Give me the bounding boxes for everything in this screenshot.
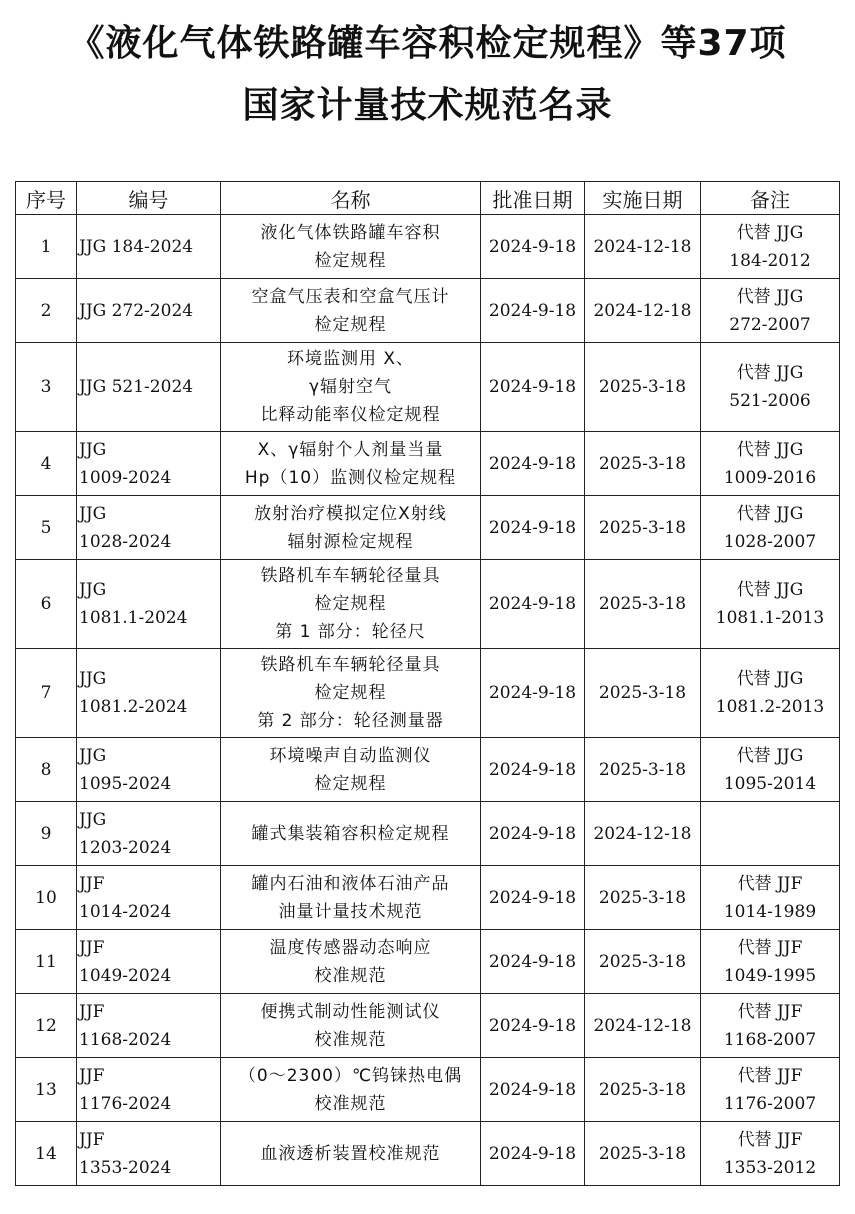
approval-date-cell: 2024-9-18: [481, 994, 585, 1058]
standard-code-cell-line: JJG 272-2024: [79, 300, 194, 321]
serial-number-cell: 11: [16, 930, 77, 994]
standard-code-cell: [77, 432, 221, 496]
standard-code-cell-line: 1353-2024: [79, 1157, 172, 1178]
serial-number-cell: 7: [16, 649, 77, 738]
document-title-line-1: 《液化气体铁路罐车容积检定规程》等37项: [68, 23, 787, 64]
standard-code-cell-line: 1081.1-2024: [79, 608, 188, 628]
remarks-cell: [701, 1122, 840, 1186]
table-row: [16, 343, 840, 432]
standard-code-cell: [77, 1122, 221, 1186]
approval-date-cell: 2024-9-18: [481, 432, 585, 496]
effective-date-cell: 2025-3-18: [585, 1122, 701, 1186]
serial-number-cell: 4: [16, 432, 77, 496]
effective-date-cell: 2025-3-18: [585, 1058, 701, 1122]
standard-name-cell: [221, 994, 481, 1058]
standard-name-cell-line: 血液透析装置校准规范: [260, 1143, 441, 1164]
standard-name-cell-line: 铁路机车车辆轮径量具: [260, 655, 441, 675]
standard-name-cell: [221, 649, 481, 738]
standard-name-cell-line: 校准规范: [314, 965, 387, 986]
serial-number-cell: 13: [16, 1058, 77, 1122]
approval-date-cell: 2024-9-18: [481, 343, 585, 432]
table-row: [16, 866, 840, 930]
standard-name-cell-line: 液化气体铁路罐车容积: [260, 222, 441, 243]
remarks-cell-line: 代替 JJG: [736, 580, 804, 600]
remarks-cell-line: 代替 JJF: [737, 1129, 803, 1150]
table-row: [16, 649, 840, 738]
remarks-cell: [701, 496, 840, 560]
table-row: [16, 432, 840, 496]
standard-code-cell-line: JJG 521-2024: [79, 377, 194, 397]
effective-date-cell: 2025-3-18: [585, 343, 701, 432]
standard-code-cell-line: JJG: [79, 439, 107, 460]
serial-number-cell: 14: [16, 1122, 77, 1186]
standard-name-cell-line: 罐式集装箱容积检定规程: [251, 823, 450, 844]
serial-number-cell: 12: [16, 994, 77, 1058]
remarks-cell-line: 272-2007: [729, 314, 811, 335]
table-row: [16, 930, 840, 994]
remarks-cell: [701, 649, 840, 738]
standard-code-cell-line: 1095-2024: [79, 773, 172, 794]
remarks-cell: [701, 215, 840, 279]
remarks-cell-line: 代替 JJG: [736, 286, 804, 307]
standard-code-cell-line: JJG: [79, 503, 107, 524]
standard-name-cell-line: 空盒气压表和空盒气压计: [251, 286, 450, 307]
standard-name-cell: [221, 866, 481, 930]
standard-name-cell: [221, 930, 481, 994]
serial-number-cell: 10: [16, 866, 77, 930]
remarks-cell: [701, 432, 840, 496]
standard-code-cell-line: JJF: [79, 1129, 105, 1150]
standard-name-cell: [221, 343, 481, 432]
remarks-cell: [701, 279, 840, 343]
table-body: [16, 215, 840, 1186]
standard-name-cell-line: 第 1 部分：轮径尺: [275, 622, 426, 642]
standard-name-cell-line: 检定规程: [314, 773, 387, 794]
remarks-cell-line: 代替 JJG: [736, 363, 804, 383]
remarks-cell-line: 代替 JJG: [736, 503, 804, 524]
table-row: [16, 802, 840, 866]
standard-code-cell-line: JJF: [79, 1001, 105, 1022]
remarks-cell-line: 1081.1-2013: [715, 608, 825, 628]
standard-name-cell-line: 放射治疗模拟定位X射线: [254, 503, 447, 524]
table-row: [16, 560, 840, 649]
effective-date-cell: 2025-3-18: [585, 432, 701, 496]
approval-date-cell: 2024-9-18: [481, 866, 585, 930]
standard-name-cell-line: 油量计量技术规范: [278, 901, 423, 922]
remarks-cell: [701, 994, 840, 1058]
remarks-cell-line: 1081.2-2013: [715, 697, 825, 717]
standard-code-cell: [77, 560, 221, 649]
standard-name-cell: [221, 738, 481, 802]
table-row: [16, 279, 840, 343]
standard-code-cell: [77, 866, 221, 930]
standard-code-cell-line: 1176-2024: [79, 1093, 172, 1114]
standard-name-cell: [221, 279, 481, 343]
remarks-cell-line: 1014-1989: [723, 901, 817, 922]
approval-date-cell: 2024-9-18: [481, 560, 585, 649]
standard-code-cell-line: JJF: [79, 1065, 105, 1086]
standard-code-cell-line: JJF: [79, 873, 105, 894]
standard-code-cell: [77, 738, 221, 802]
remarks-cell-line: 1176-2007: [723, 1093, 817, 1114]
standard-name-cell-line: X、γ辐射个人剂量当量: [257, 439, 444, 460]
table-row: [16, 1058, 840, 1122]
approval-date-cell: 2024-9-18: [481, 649, 585, 738]
header-serial-no: 序号: [16, 182, 77, 215]
standard-name-cell-line: （0～2300）℃钨铼热电偶: [238, 1065, 463, 1086]
remarks-cell: [701, 1058, 840, 1122]
approval-date-cell: 2024-9-18: [481, 1122, 585, 1186]
approval-date-cell: 2024-9-18: [481, 802, 585, 866]
header-effective-date: 实施日期: [585, 182, 701, 215]
approval-date-cell: 2024-9-18: [481, 1058, 585, 1122]
table-row: [16, 496, 840, 560]
standard-name-cell: [221, 560, 481, 649]
remarks-cell-line: 184-2012: [729, 250, 811, 271]
standard-code-cell-line: 1203-2024: [79, 837, 172, 858]
approval-date-cell: 2024-9-18: [481, 279, 585, 343]
remarks-cell: [701, 560, 840, 649]
standard-code-cell-line: JJF: [79, 937, 105, 958]
standard-name-cell-line: 检定规程: [314, 250, 387, 271]
standard-name-cell-line: 第 2 部分：轮径测量器: [257, 711, 444, 731]
header-code: 编号: [77, 182, 221, 215]
remarks-cell-line: 521-2006: [729, 391, 811, 411]
serial-number-cell: 9: [16, 802, 77, 866]
remarks-cell: [701, 738, 840, 802]
standard-code-cell: [77, 343, 221, 432]
remarks-cell-line: 1168-2007: [723, 1029, 817, 1050]
standard-name-cell-line: 检定规程: [314, 314, 387, 335]
effective-date-cell: 2025-3-18: [585, 496, 701, 560]
effective-date-cell: 2025-3-18: [585, 866, 701, 930]
effective-date-cell: 2024-12-18: [585, 802, 701, 866]
effective-date-cell: 2025-3-18: [585, 649, 701, 738]
serial-number-cell: 8: [16, 738, 77, 802]
standard-name-cell-line: 校准规范: [314, 1029, 387, 1050]
standard-name-cell-line: 环境噪声自动监测仪: [269, 745, 432, 766]
standard-code-cell-line: JJG: [79, 745, 107, 766]
serial-number-cell: 2: [16, 279, 77, 343]
standard-code-cell-line: JJG 184-2024: [79, 236, 194, 257]
remarks-cell-line: 代替 JJG: [736, 439, 804, 460]
serial-number-cell: 1: [16, 215, 77, 279]
remarks-cell: [701, 866, 840, 930]
standard-code-cell-line: 1014-2024: [79, 901, 172, 922]
effective-date-cell: 2025-3-18: [585, 930, 701, 994]
standards-table: [15, 181, 840, 1186]
remarks-cell-line: 1049-1995: [723, 965, 817, 986]
remarks-cell: [701, 343, 840, 432]
effective-date-cell: 2024-12-18: [585, 215, 701, 279]
standard-code-cell-line: 1168-2024: [79, 1029, 172, 1050]
remarks-cell: [701, 802, 840, 866]
remarks-cell-line: 代替 JJF: [737, 873, 803, 894]
standard-name-cell-line: 环境监测用 X、: [286, 349, 415, 369]
document-title-line-2: 国家计量技术规范名录: [242, 85, 613, 126]
effective-date-cell: 2024-12-18: [585, 994, 701, 1058]
standard-name-cell-line: 便携式制动性能测试仪: [260, 1001, 441, 1022]
standard-code-cell-line: 1028-2024: [79, 531, 172, 552]
standard-code-cell: [77, 215, 221, 279]
approval-date-cell: 2024-9-18: [481, 215, 585, 279]
standard-name-cell-line: 校准规范: [314, 1093, 387, 1114]
remarks-cell-line: 1095-2014: [723, 773, 817, 794]
remarks-cell-line: 代替 JJF: [737, 1001, 803, 1022]
effective-date-cell: 2025-3-18: [585, 738, 701, 802]
standard-code-cell: [77, 994, 221, 1058]
standard-code-cell: [77, 279, 221, 343]
standard-name-cell-line: 辐射源检定规程: [287, 531, 414, 552]
header-name: 名称: [221, 182, 481, 215]
standard-code-cell-line: 1009-2024: [79, 467, 172, 488]
standard-code-cell-line: JJG: [79, 580, 107, 600]
approval-date-cell: 2024-9-18: [481, 738, 585, 802]
standard-code-cell: [77, 496, 221, 560]
remarks-cell-line: 1028-2007: [723, 531, 817, 552]
standard-name-cell-line: 检定规程: [314, 594, 387, 614]
standard-name-cell: [221, 1058, 481, 1122]
remarks-cell-line: 代替 JJG: [736, 222, 804, 243]
effective-date-cell: 2024-12-18: [585, 279, 701, 343]
standard-name-cell: [221, 802, 481, 866]
standard-name-cell-line: γ辐射空气: [308, 377, 393, 397]
table-row: [16, 1122, 840, 1186]
remarks-cell-line: 代替 JJG: [736, 745, 804, 766]
standard-name-cell-line: 温度传感器动态响应: [269, 937, 432, 958]
header-approval-date: 批准日期: [481, 182, 585, 215]
standard-code-cell: [77, 1058, 221, 1122]
standard-code-cell-line: 1081.2-2024: [79, 697, 188, 717]
standard-code-cell: [77, 802, 221, 866]
standard-code-cell-line: JJG: [79, 809, 107, 830]
serial-number-cell: 5: [16, 496, 77, 560]
remarks-cell-line: 代替 JJF: [737, 1065, 803, 1086]
standard-name-cell: [221, 1122, 481, 1186]
approval-date-cell: 2024-9-18: [481, 930, 585, 994]
table-row: [16, 215, 840, 279]
table-row: [16, 738, 840, 802]
remarks-cell-line: 1009-2016: [723, 467, 817, 488]
table-row: [16, 994, 840, 1058]
remarks-cell-line: 代替 JJF: [737, 937, 803, 958]
effective-date-cell: 2025-3-18: [585, 560, 701, 649]
serial-number-cell: 3: [16, 343, 77, 432]
table-header-row: [16, 182, 840, 215]
standard-name-cell-line: 比释动能率仪检定规程: [260, 405, 441, 425]
standard-code-cell: [77, 649, 221, 738]
standard-name-cell-line: 检定规程: [314, 683, 387, 703]
standard-name-cell: [221, 432, 481, 496]
approval-date-cell: 2024-9-18: [481, 496, 585, 560]
standard-name-cell: [221, 496, 481, 560]
standard-name-cell-line: 罐内石油和液体石油产品: [251, 873, 450, 894]
serial-number-cell: 6: [16, 560, 77, 649]
standard-code-cell-line: 1049-2024: [79, 965, 172, 986]
standard-name-cell-line: 铁路机车车辆轮径量具: [260, 566, 441, 586]
header-remarks: 备注: [701, 182, 840, 215]
remarks-cell-line: 代替 JJG: [736, 669, 804, 689]
remarks-cell-line: 1353-2012: [723, 1157, 817, 1178]
standard-name-cell: [221, 215, 481, 279]
standard-name-cell-line: Hp（10）监测仪检定规程: [244, 467, 457, 488]
remarks-cell: [701, 930, 840, 994]
standard-code-cell: [77, 930, 221, 994]
standard-code-cell-line: JJG: [79, 669, 107, 689]
